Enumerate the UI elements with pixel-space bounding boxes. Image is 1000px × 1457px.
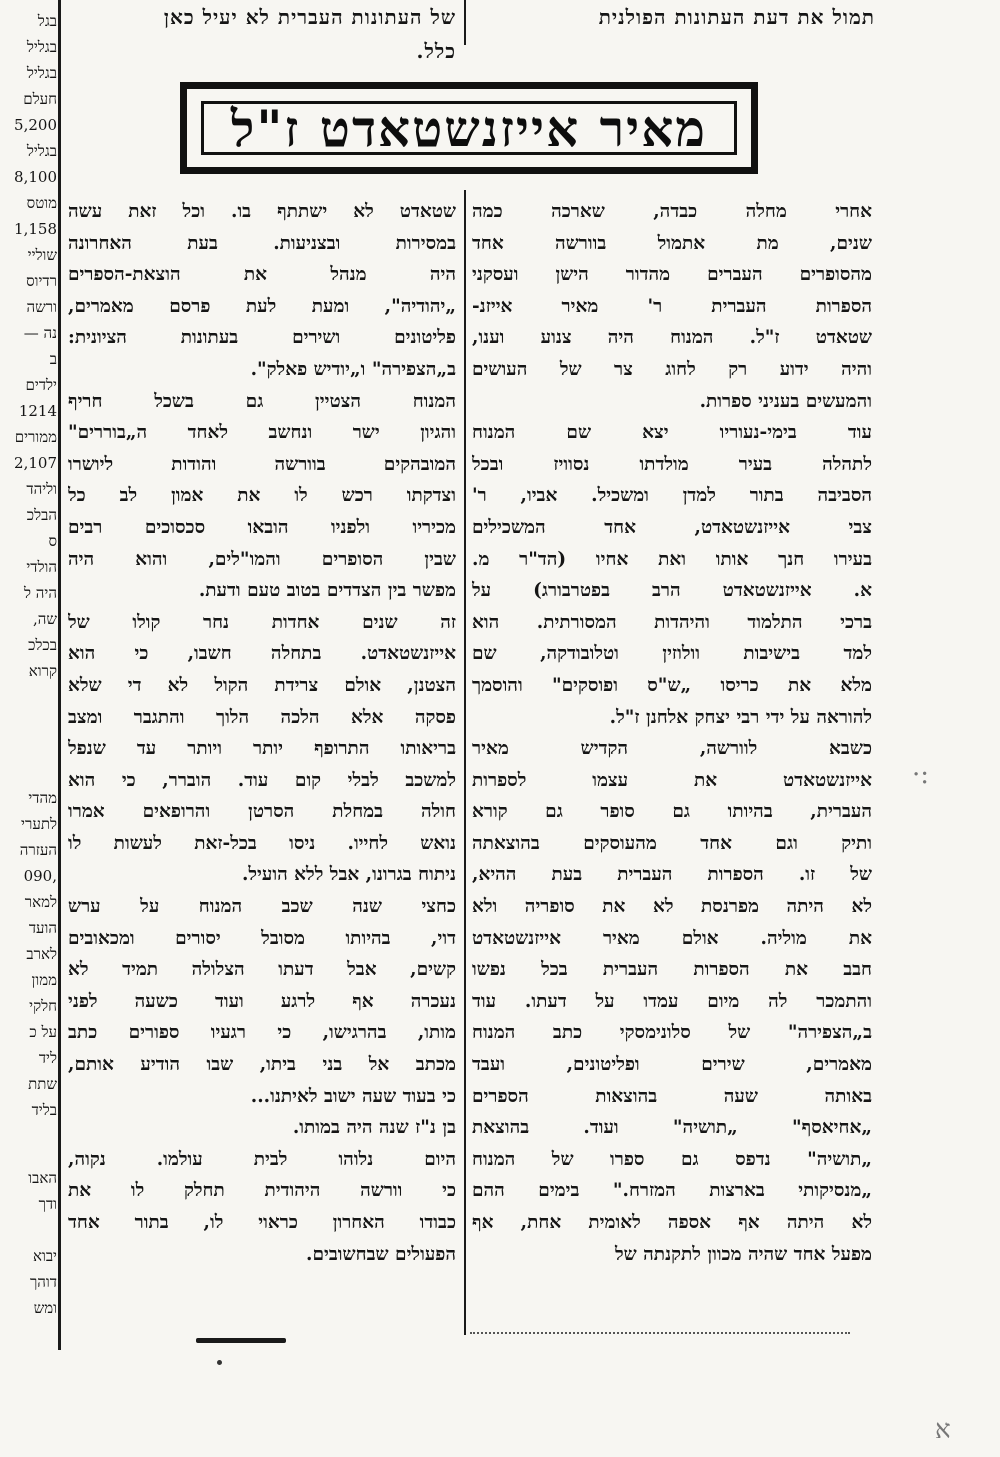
edge-fragment: מוטס	[26, 194, 57, 212]
edge-fragment: ודך	[38, 1195, 57, 1213]
text-line: וצדקתו רכש לו את אמון לב כל	[68, 485, 456, 507]
text-line: ניתוח בגרונו, אבל ללא הועיל.	[241, 864, 456, 886]
text-line: העברית, בהיותו גם סופר גם קורא	[472, 801, 872, 823]
edge-fragment: האבו	[28, 1169, 57, 1187]
text-line: והיה ידוע רק לחוג צר של העושים	[472, 358, 872, 380]
text-line: צבי אייזנשטאדט, אחד המשכילים	[472, 516, 872, 538]
text-line: ב„הצפירה" של סלונימסקי כתב המנוח	[472, 1022, 872, 1044]
edge-fragment: ממורים	[14, 428, 57, 446]
edge-fragment: שוליי	[27, 246, 57, 264]
article-column-left	[68, 196, 456, 1270]
text-line: שטאדט ז"ל. המנוח היה צנוע וענו,	[472, 327, 872, 349]
text-line: לא היתה מפרנסת לא את סופריה ולא	[472, 896, 872, 918]
edge-fragment: בליד	[31, 1101, 57, 1119]
text-line: בעירו חנך אותו ואת אחיו (הד"ר מ.	[472, 548, 872, 570]
text-line: בן נ"ז שנה היה במותו.	[292, 1117, 456, 1139]
text-line: מלא את כריסו „ש"ס ופוסקים" והוסמך	[472, 674, 872, 696]
text-line: מהסופרים העברים מהדור הישן ועסקני	[472, 264, 872, 286]
text-line: פסקה אלא הלכה הלוך והתגבר ומצב	[68, 706, 456, 728]
ink-mark: ﬡ	[935, 1415, 951, 1445]
text-line: כי וורשה היהודית תחלק לו את	[68, 1180, 456, 1202]
edge-fragment: חעלם	[23, 90, 57, 108]
text-line: מכתב אל בני ביתו, שבו הודיע אותם,	[68, 1054, 456, 1076]
text-line: שטאדט לא ישתתף בו. וכל זאת עשה	[68, 201, 456, 222]
text-line: המנוח הצטיין גם בשכל חריף	[68, 390, 456, 412]
text-line: של זו. הספרות העברית בעת ההיא,	[472, 864, 872, 886]
text-line: „מנסיקותי בארצות המזרח." בימים ההם	[472, 1180, 872, 1202]
text-line: מפעל אחד שהיה מכוון לתקנתה של	[614, 1243, 872, 1265]
edge-fragment: היה ל	[24, 584, 57, 602]
text-line: והתמכר לה מיום עמדו על דעתו. עוד	[472, 990, 872, 1012]
text-line: כבודו האחרון כראוי לו, בתור אחד	[68, 1212, 456, 1233]
edge-fragment: למאר	[24, 893, 57, 911]
text-line: מכיריו ולפניו הובאו סכסוכים רבים	[68, 516, 456, 538]
text-line: והמעשים בעניני ספרות.	[699, 390, 872, 412]
edge-fragment: רדיוס	[26, 272, 57, 290]
edge-fragment: 8,100	[14, 168, 57, 186]
text-line: ברכי התלמוד והיהדות המסורתית. הוא	[472, 611, 872, 633]
top-fragment-right: תמול את דעת העתונות הפולנית	[598, 5, 875, 29]
headline-inner-frame	[201, 98, 737, 158]
edge-fragment: דוהך	[29, 1273, 57, 1291]
edge-fragment: הולדי	[26, 558, 57, 576]
edge-fragment: ממון	[31, 971, 57, 989]
text-line: נעכרה אף לרגע ועוד כשעה לפני	[68, 990, 456, 1012]
text-line: היה מנהל את הוצאת-הספרים	[68, 264, 456, 286]
edge-fragment: ס	[48, 532, 57, 550]
column-rule-left	[58, 0, 61, 1350]
edge-fragment: מהדי	[28, 789, 57, 807]
text-line: למד בישיבות וולוזין וטלובודקה, שם	[472, 643, 872, 665]
edge-fragment: 1214	[18, 402, 57, 420]
edge-fragment: יבוא	[32, 1247, 57, 1265]
text-line: אייזנשטאדט. בתחלה חשבו, כי הוא	[68, 643, 456, 665]
article-column-right	[472, 196, 872, 1270]
text-line: שנים, מת אתמול בוורשה אחד	[472, 232, 872, 254]
text-line: ב„הצפירה" ו„יודיש פאלק".	[250, 358, 456, 380]
text-line: א. אייזנשטאדט הרב בפטרבורג) על	[472, 580, 872, 602]
edge-fragment: שה,	[32, 610, 57, 628]
left-edge-fragments-2	[0, 785, 57, 1123]
edge-fragment: חלקי	[29, 997, 57, 1015]
text-line: באותה שעה בהוצאות הספרים	[472, 1085, 872, 1107]
column-rule-middle	[464, 190, 466, 1335]
edge-fragment: ורשה	[26, 298, 57, 316]
edge-fragment: 2,107	[14, 454, 57, 472]
edge-fragment: לארב	[26, 945, 57, 963]
edge-fragment: 1,158	[14, 220, 57, 238]
text-line: נואש לחייו. ניסו בכל-זאת לעשות לו	[68, 832, 456, 854]
edge-fragment: בגליל	[26, 38, 57, 56]
text-line: קשים, אבל דעתו הצלולה תמיד לא	[68, 959, 456, 981]
edge-fragment: הועד	[28, 919, 57, 937]
text-line: מפשר בין הצדדים בטוב טעם ודעת.	[198, 580, 456, 602]
edge-fragment: בגליל	[26, 142, 57, 160]
text-line: הצטנן, אולם צרידת הקול לא די שלא	[68, 674, 456, 696]
text-line: בריאותו התרופף יותר ויותר עד שנפל	[68, 738, 456, 760]
ink-dot	[217, 1360, 222, 1365]
text-line: אחרי מחלה כבדה, שארכה כמה	[472, 201, 872, 222]
left-edge-fragments-1	[0, 8, 57, 684]
left-edge-fragments-3	[0, 1165, 57, 1321]
text-line: כי בעוד שעה ישוב לאיתנו...	[250, 1085, 456, 1107]
edge-fragment: הבלכ	[26, 506, 57, 524]
edge-fragment: בגליל	[26, 64, 57, 82]
text-line: אייזנשטאדט את עצמו לספרות	[472, 769, 872, 791]
text-line: למשכב לבלי קום עוד. הוברר, כי הוא	[68, 769, 456, 791]
text-line: כחצי שנה שכב המנוח על ערש	[68, 896, 456, 918]
text-line: מאמרים, שירים ופליטונים, ועבד	[472, 1054, 872, 1076]
edge-fragment: ליד	[38, 1049, 57, 1067]
top-fragment-left: של העתונות העברית לא יעיל כאן כלל.	[163, 5, 456, 63]
edge-fragment: שתת	[28, 1075, 57, 1093]
text-line: המובהקים בוורשה והודות ליושרו	[68, 453, 456, 475]
text-line: במסירות ובצניעות. בעת האחרונה	[68, 232, 456, 254]
text-line: ותיק וגם אחד מהעוסקים בהוצאתה	[472, 832, 872, 854]
edge-fragment: לתערי	[21, 815, 57, 833]
edge-fragment: קרוא	[28, 662, 57, 680]
text-line: „תושיה" נדפס גם ספרו של המנוח	[472, 1148, 872, 1170]
edge-fragment: על כ	[29, 1023, 57, 1041]
text-line: זה שנים אחדות נחר קולו של	[68, 611, 456, 633]
faded-footer-text	[470, 1318, 850, 1334]
text-line: להוראה על ידי רבי יצחק אלחנן ז"ל.	[609, 706, 872, 728]
text-line: „יהודיה", ומעת לעת פרסם מאמרים,	[68, 295, 456, 317]
text-line: לתהלה בעיר מולדתו נסוויז ובכל	[472, 453, 872, 475]
text-line: עוד בימי-נעוריו יצא שם המנוח	[472, 422, 872, 444]
text-line: חולה במחלת הסרטן והרופאים אמרו	[68, 801, 456, 823]
text-line: הספרות העברית ר' מאיר אייזנ-	[472, 295, 872, 317]
text-line: הסביבה בתור למדן ומשכיל. אביו, ר'	[472, 485, 872, 507]
edge-fragment: בכלכ	[28, 636, 57, 654]
text-line: הפעולים שבחשובים.	[306, 1243, 456, 1265]
edge-fragment: נה —	[23, 324, 57, 342]
text-line: כשבא לוורשה, הקדיש מאיר	[472, 738, 872, 760]
edge-fragment: העזרה	[19, 841, 57, 859]
edge-fragment: ב	[49, 350, 57, 368]
text-line: היום נלוהו לבית עולמו. נקוה,	[68, 1148, 456, 1170]
edge-fragment: וליהד	[26, 480, 57, 498]
text-line: את מוליה. אולם מאיר אייזנשטאדט	[472, 927, 872, 949]
text-line: חבב את הספרות העברית בכל נפשו	[472, 959, 872, 981]
text-line: שבין הסופרים והמו"לים, והוא היה	[68, 548, 456, 570]
edge-fragment: ,090	[23, 867, 57, 885]
edge-fragment	[0, 1217, 57, 1243]
edge-fragment: 5,200	[14, 116, 57, 134]
text-line: דוי, בהיותו מסובל יסורים ומכאובים	[68, 927, 456, 949]
end-rule	[196, 1338, 286, 1343]
edge-fragment: בגל	[37, 12, 57, 30]
text-line: „אחיאסף" „תושיה" ועוד. בהוצאת	[472, 1117, 872, 1139]
ink-speck: ·:	[912, 760, 930, 790]
edge-fragment: ומש	[33, 1299, 57, 1317]
text-line: לא היתה אף אספה לאומית אחת, אף	[472, 1212, 872, 1233]
edge-fragment: ילדים	[25, 376, 57, 394]
headline-frame	[180, 82, 758, 174]
text-line: והגיון ישר ונחשב לאחד ה„בוררים"	[68, 422, 456, 444]
headline: מאיר אייזנשטאדט ז"ל	[230, 98, 708, 158]
text-line: פליטונים ושירים בעתונות הציונית:	[68, 327, 456, 349]
text-line: מותו, בהרגישו, כי רגעיו ספורים כתב	[68, 1022, 456, 1044]
